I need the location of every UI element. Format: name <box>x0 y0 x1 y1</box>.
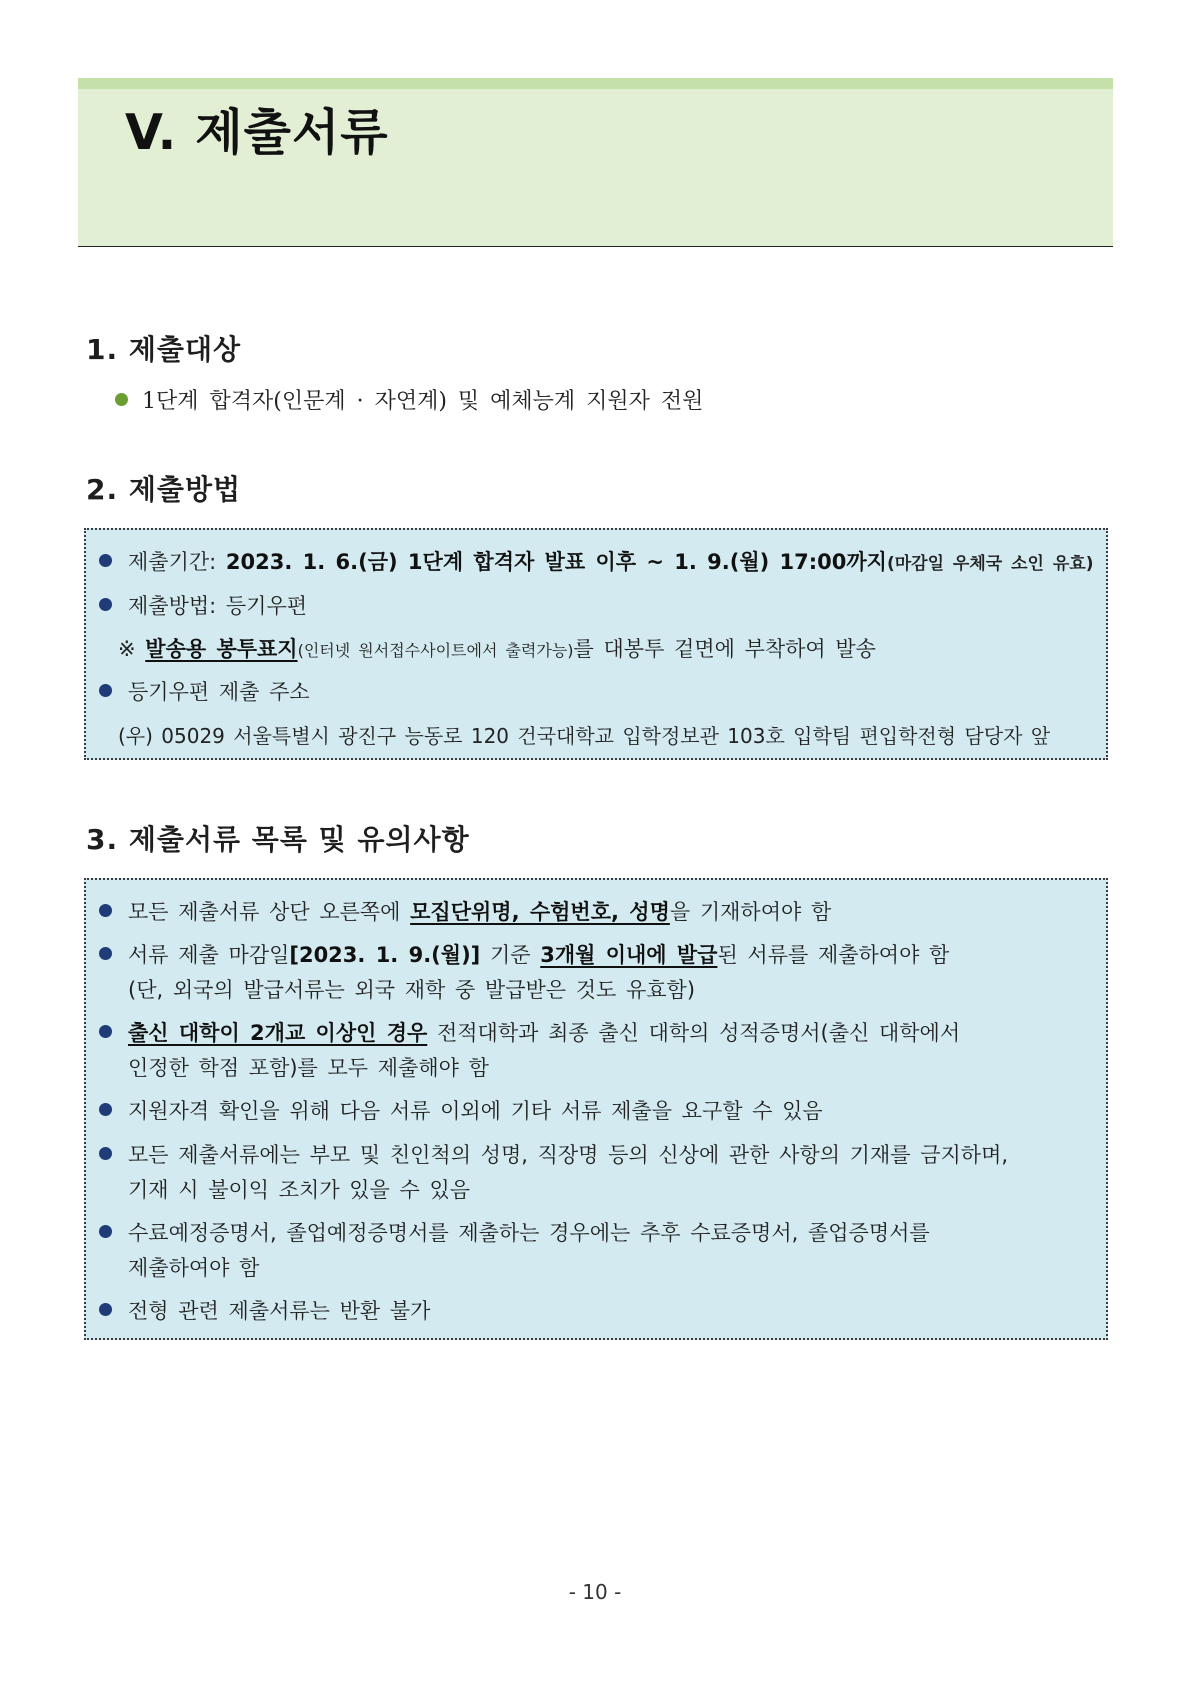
note-item-2: 서류 제출 마감일[2023. 1. 9.(월)] 기준 3개월 이내에 발급된 서류를 제출하여야 함 <box>99 939 949 969</box>
bullet-icon <box>99 554 112 567</box>
bullet-icon <box>99 1303 112 1316</box>
note-item-4: 지원자격 확인을 위해 다음 서류 이외에 기타 서류 제출을 요구할 수 있음 <box>99 1095 823 1125</box>
section1-item: 1단계 합격자(인문계 · 자연계) 및 예체능계 지원자 전원 <box>115 384 703 415</box>
bullet-icon <box>99 1147 112 1160</box>
green-bullet-icon <box>115 393 128 406</box>
note-item-2-cont: (단, 외국의 발급서류는 외국 재학 중 발급받은 것도 유효함) <box>128 978 696 1002</box>
bullet-icon <box>99 904 112 917</box>
chapter-banner <box>78 78 1113 247</box>
bullet-icon <box>99 1225 112 1238</box>
period-line: 제출기간: 2023. 1. 6.(금) 1단계 합격자 발표 이후 ~ 1. 9.(월) 17:00까지(마감일 우체국 소인 유효) <box>99 546 1093 576</box>
bullet-icon <box>99 1025 112 1038</box>
address-line: (우) 05029 서울특별시 광진구 능동로 120 건국대학교 입학정보관 103호 입학팀 편입학전형 담당자 앞 <box>118 724 1051 748</box>
note-item-6-cont: 제출하여야 함 <box>128 1256 260 1280</box>
note-item-5-cont: 기재 시 불이익 조치가 있을 수 있음 <box>128 1178 471 1202</box>
bullet-icon <box>99 1103 112 1116</box>
bullet-icon <box>99 684 112 697</box>
banner-top-stripe <box>78 78 1113 89</box>
page-number: - 10 - <box>568 1580 622 1604</box>
note-item-3-cont: 인정한 학점 포함)를 모두 제출해야 함 <box>128 1056 489 1080</box>
note-item-6: 수료예정증명서, 졸업예정증명서를 제출하는 경우에는 추후 수료증명서, 졸업증명서를 <box>99 1217 930 1247</box>
bullet-icon <box>99 947 112 960</box>
section2-heading: 2. 제출방법 <box>86 473 242 506</box>
bullet-icon <box>99 598 112 611</box>
section1-heading: 1. 제출대상 <box>86 333 242 366</box>
note-item-1: 모든 제출서류 상단 오른쪽에 모집단위명, 수험번호, 성명을 기재하여야 함 <box>99 896 831 926</box>
envelope-note-line: ※ 발송용 봉투표지(인터넷 원서접수사이트에서 출력가능)를 대봉투 겉면에 부착하여 발송 <box>118 637 876 661</box>
notes-box <box>84 878 1108 1340</box>
note-item-3: 출신 대학이 2개교 이상인 경우 전적대학과 최종 출신 대학의 성적증명서(출신 대학에서 <box>99 1017 960 1047</box>
note-item-5: 모든 제출서류에는 부모 및 친인척의 성명, 직장명 등의 신상에 관한 사항의 기재를 금지하며, <box>99 1139 1008 1169</box>
section3-heading: 3. 제출서류 목록 및 유의사항 <box>86 823 470 856</box>
note-item-7: 전형 관련 제출서류는 반환 불가 <box>99 1295 430 1325</box>
method-line: 제출방법: 등기우편 <box>99 590 307 620</box>
submission-method-box <box>84 528 1108 760</box>
chapter-title: V. 제출서류 <box>125 104 389 161</box>
address-label-line: 등기우편 제출 주소 <box>99 676 310 706</box>
